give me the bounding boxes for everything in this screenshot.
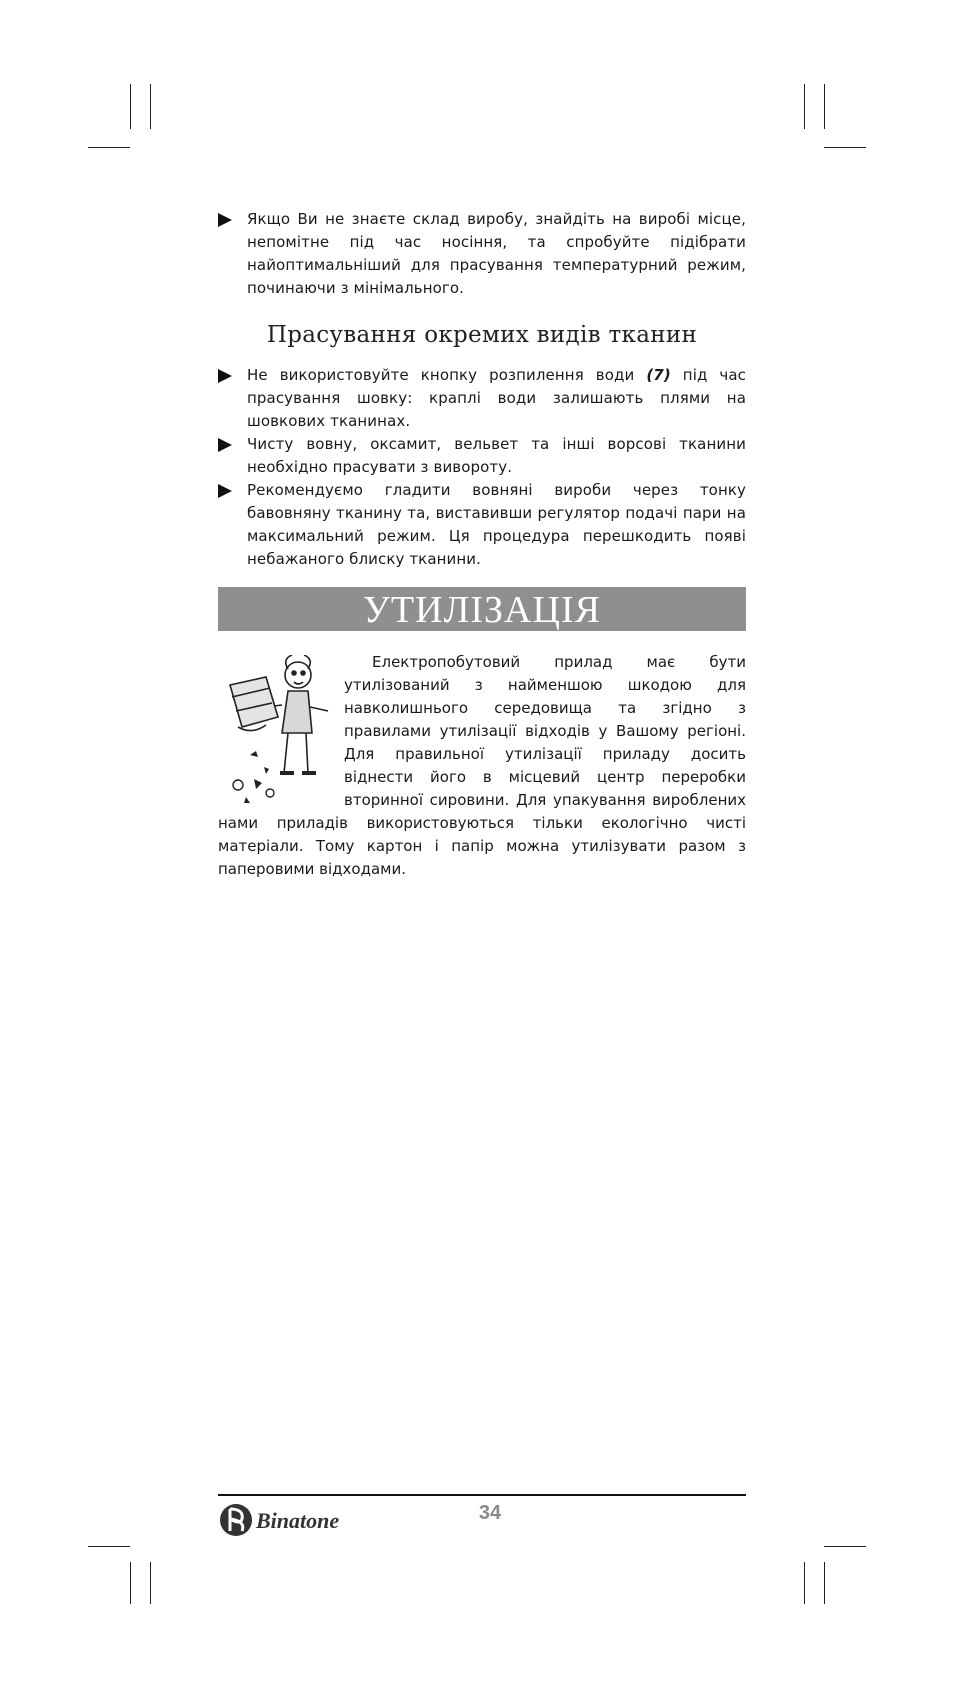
bullet-arrow-icon — [218, 213, 232, 227]
bullet-list-intro — [218, 208, 746, 300]
logo-text: Binatone — [256, 1508, 340, 1533]
item-reference: (7) — [646, 366, 671, 384]
footer-rule — [218, 1494, 746, 1496]
page-content — [218, 208, 746, 881]
bullet-item — [218, 364, 746, 433]
bullet-item — [218, 208, 746, 300]
bullet-arrow-icon — [218, 369, 232, 383]
disposal-section — [218, 651, 746, 881]
bullet-text: Рекомендуємо гладити вовняні вироби через тонку бавовняну тканину та, виставивши регулятор подачі пари на максимальний режим. Ця процедура перешкодить появі небажаного блиску тканини. — [247, 481, 746, 568]
binatone-logo — [218, 1500, 358, 1540]
bullet-arrow-icon — [218, 438, 232, 452]
bullet-list-fabrics — [218, 364, 746, 571]
recycling-illustration-icon — [218, 655, 336, 805]
section-heading: Прасування окремих видів тканин — [266, 322, 698, 348]
page-number: 34 — [478, 1502, 502, 1524]
bullet-text: Якщо Ви не знаєте склад виробу, знайдіть на виробі місце, непомітне під час носіння, та спробуйте підібрати найоптимальніший для прасування температурний режим, починаючи з мінімального. — [247, 210, 746, 297]
bullet-item — [218, 479, 746, 571]
bullet-arrow-icon — [218, 484, 232, 498]
disposal-banner: УТИЛІЗАЦІЯ — [218, 587, 746, 631]
bullet-text: Чисту вовну, оксамит, вельвет та інші ворсові тканини необхідно прасувати з вивороту. — [247, 435, 746, 476]
bullet-text: Не використовуйте кнопку розпилення води — [247, 366, 647, 384]
bullet-item — [218, 433, 746, 479]
disposal-paragraph: Електропобутовий прилад має бути утилізований з найменшою шкодою для навколишнього середовища та згідно з правилами утилізації відходів у Вашому регіоні. Для правильної утилізації приладу досить віднести його в місцевий центр переробки вторинної сировини. Для упакування вироблених нами приладів використовуються тільки екологічно чисті матеріали. Тому картон і папір можна утилізувати разом з паперовими відходами. — [218, 653, 746, 878]
bullet-text-cont: під час прасування шовку: краплі води залишають плями на шовкових тканинах. — [247, 366, 747, 430]
